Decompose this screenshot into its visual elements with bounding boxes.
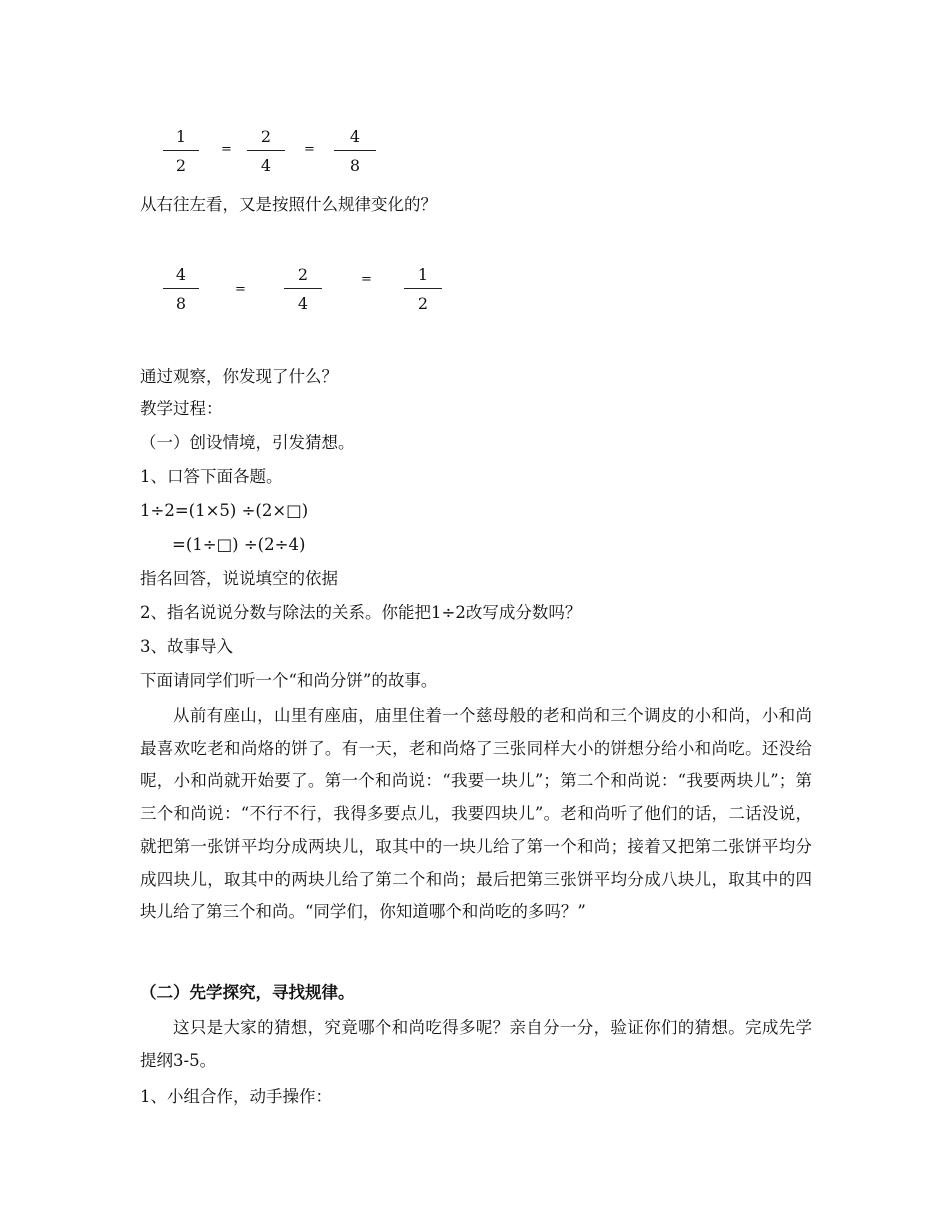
fraction-denominator: 8 [349, 156, 361, 175]
item-1: 1、口答下面各题。 [140, 467, 283, 486]
fraction [404, 264, 442, 315]
fraction-denominator: 4 [260, 156, 272, 175]
fraction-bar [334, 150, 376, 151]
equals-sign: = [361, 272, 372, 287]
fraction-numerator: 1 [417, 265, 429, 284]
fraction-denominator: 2 [175, 156, 187, 175]
story-paragraph: 从前有座山，山里有座庙，庙里住着一个慈母般的老和尚和三个调皮的小和尚，小和尚最喜欢吃老和尚烙的饼了。有一天，老和尚烙了三张同样大小的饼想分给小和尚吃。还没给呢，小和尚就开始要了。第一个和尚说：“我要一块儿”；第二个和尚说：“我要两块儿”；第三个和尚说：“不行不行，我得多要点儿，我要四块儿”。老和尚听了他们的话，二话没说，就把第一张饼平均分成两块儿，取其中的一块儿给了第一个和尚；接着又把第二张饼平均分成四块儿，取其中的两块儿给了第二个和尚；最后把第三张饼平均分成八块儿，取其中的四块儿给了第三个和尚。“同学们，你知道哪个和尚吃的多吗？” [140, 706, 812, 922]
fraction [163, 264, 199, 315]
fraction [247, 126, 285, 177]
fraction-numerator: 4 [175, 265, 187, 284]
fraction-bar [163, 288, 199, 289]
item-3: 3、故事导入 [140, 637, 233, 656]
explore-paragraph: 这只是大家的猜想，究竟哪个和尚吃得多呢？亲自分一分，验证你们的猜想。完成先学提纲3-5。 [140, 1018, 812, 1070]
fraction-numerator: 4 [349, 127, 361, 146]
item-group-work: 1、小组合作，动手操作： [140, 1087, 332, 1106]
fraction-equation-right-to-left [0, 264, 950, 324]
fraction-bar [163, 150, 199, 151]
fraction-denominator: 8 [175, 294, 187, 313]
fraction-bar [247, 150, 285, 151]
fraction [163, 126, 199, 177]
equals-sign: = [221, 142, 232, 157]
equation-line-1: 1÷2=(1×5) ÷(2×□) [140, 501, 309, 520]
answer-hint: 指名回答，说说填空的依据 [140, 569, 338, 588]
equation-line-2: =(1÷□) ÷(2÷4) [172, 535, 306, 554]
fraction [284, 264, 322, 315]
item-2: 2、指名说说分数与除法的关系。你能把1÷2改写成分数吗？ [140, 603, 582, 622]
fraction-bar [404, 288, 442, 289]
fraction-bar [284, 288, 322, 289]
fraction-denominator: 4 [297, 294, 309, 313]
section-1-title: （一）创设情境，引发猜想。 [140, 433, 355, 452]
story-intro: 下面请同学们听一个“和尚分饼”的故事。 [140, 671, 438, 690]
fraction-equation-left-to-right [0, 126, 950, 186]
question-right-to-left: 从右往左看，又是按照什么规律变化的？ [140, 195, 437, 214]
fraction-numerator: 1 [175, 127, 187, 146]
fraction-numerator: 2 [297, 265, 309, 284]
fraction-numerator: 2 [260, 127, 272, 146]
equals-sign: = [304, 142, 315, 157]
fraction-denominator: 2 [417, 294, 429, 313]
question-observe: 通过观察，你发现了什么？ [140, 367, 338, 386]
heading-teaching-process: 教学过程： [140, 399, 223, 418]
section-2-title: （二）先学探究，寻找规律。 [140, 983, 355, 1002]
equals-sign: = [235, 282, 246, 297]
fraction [334, 126, 376, 177]
